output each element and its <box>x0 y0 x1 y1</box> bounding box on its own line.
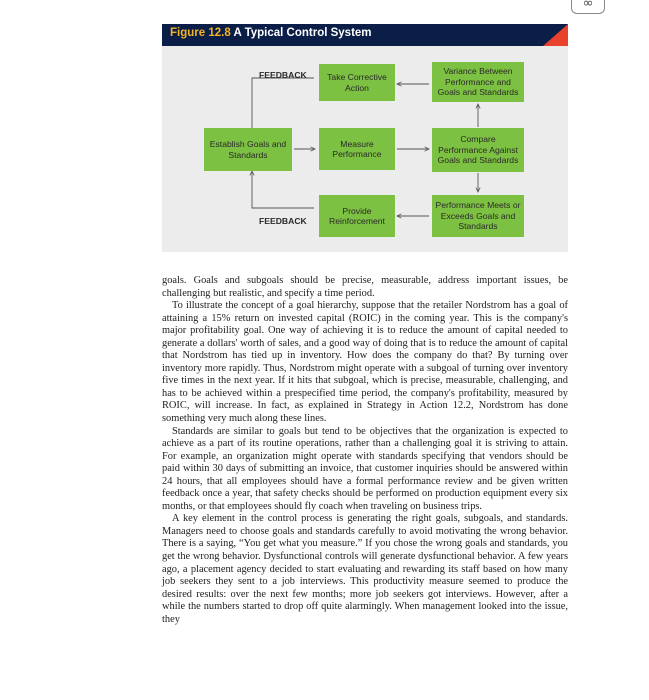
figure-number: Figure 12.8 <box>170 27 231 39</box>
variance-box: Variance Between Performance and Goals and Standards <box>432 62 524 102</box>
bottom-feedback-line <box>252 171 314 208</box>
measure-performance-box: Measure Performance <box>319 128 395 170</box>
feedback-bottom-label: FEEDBACK <box>259 216 307 226</box>
top-feedback-line <box>252 78 314 128</box>
performance-meets-box: Performance Meets or Exceeds Goals and Standards <box>432 195 524 237</box>
header-accent <box>543 24 568 46</box>
paragraph-key-element: A key element in the control process is generating the right goals, subgoals, and standards. Managers need to choose goals and standards carefully to avoid motivating the wrong behavior. There is a saying, “You get what you measure.” If you chose the wrong goals and standards, you get the wrong behavior. Dysfunctional controls will generate dysfunctional behavior. A few years ago, a placement agency decided to start evaluating and rewarding its staff based on how many job seekers they sent to a job interviews. This productivity measure seemed to produce the desired results: over the next few months; more job seekers got interviews. However, after a while the numbers started to drop off quite alarmingly. When management looked into the issue, they <box>162 513 568 625</box>
figure-title-text: A Typical Control System <box>233 27 372 39</box>
establish-goals-box: Establish Goals and Standards <box>204 128 292 171</box>
provide-reinforcement-box: Provide Reinforcement <box>319 195 395 237</box>
feedback-top-label: FEEDBACK <box>259 70 307 80</box>
take-corrective-action-box: Take Corrective Action <box>319 64 395 101</box>
body-text <box>162 275 568 626</box>
control-system-figure <box>162 24 568 252</box>
paragraph-goals: goals. Goals and subgoals should be precise, measurable, address important issues, be challenging but realistic, and specify a time period. <box>162 275 568 299</box>
infinity-icon: ∞ <box>582 0 594 11</box>
paragraph-standards: Standards are similar to goals but tend to be objectives that the organization is expected to achieve as a part of its routine operations, rather than a challenging goal it is striving to attain. For example, an organization might operate with standards specifying that vendors should be paid within 30 days of submitting an invoice, that customer inquiries should be answered within 24 hours, that all employees should have a formal performance review and be given written feedback once a year, that safety checks should be performed on production equipment every six months, or that employees should fly coach when traveling on business trips. <box>162 425 568 512</box>
paragraph-goal-hierarchy: To illustrate the concept of a goal hierarchy, suppose that the retailer Nordstrom has a goal of attaining a 15% return on invested capital (ROIC) in the coming year. This is the company's major profitability goal. One way of achieving it is to reduce the amount of capital needed to generate a dollars' worth of sales, and a good way of doing that is to reduce the amount of capital that Nordstrom has tied up in inventory. How does the company do that? By turning over inventory more rapidly. Thus, Nordstrom might operate with a subgoal of turning over inventory five times in the next year. If it hits that subgoal, which is precise, measurable, challenging, and has to be achieved within a prespecified time period, the company's profitability, measured by ROIC, will increase. In fact, as explained in Strategy in Action 12.2, Nordstrom has done something very much along these lines. <box>162 300 568 425</box>
corner-tab-button[interactable] <box>571 0 605 14</box>
compare-performance-box: Compare Performance Against Goals and Standards <box>432 128 524 172</box>
